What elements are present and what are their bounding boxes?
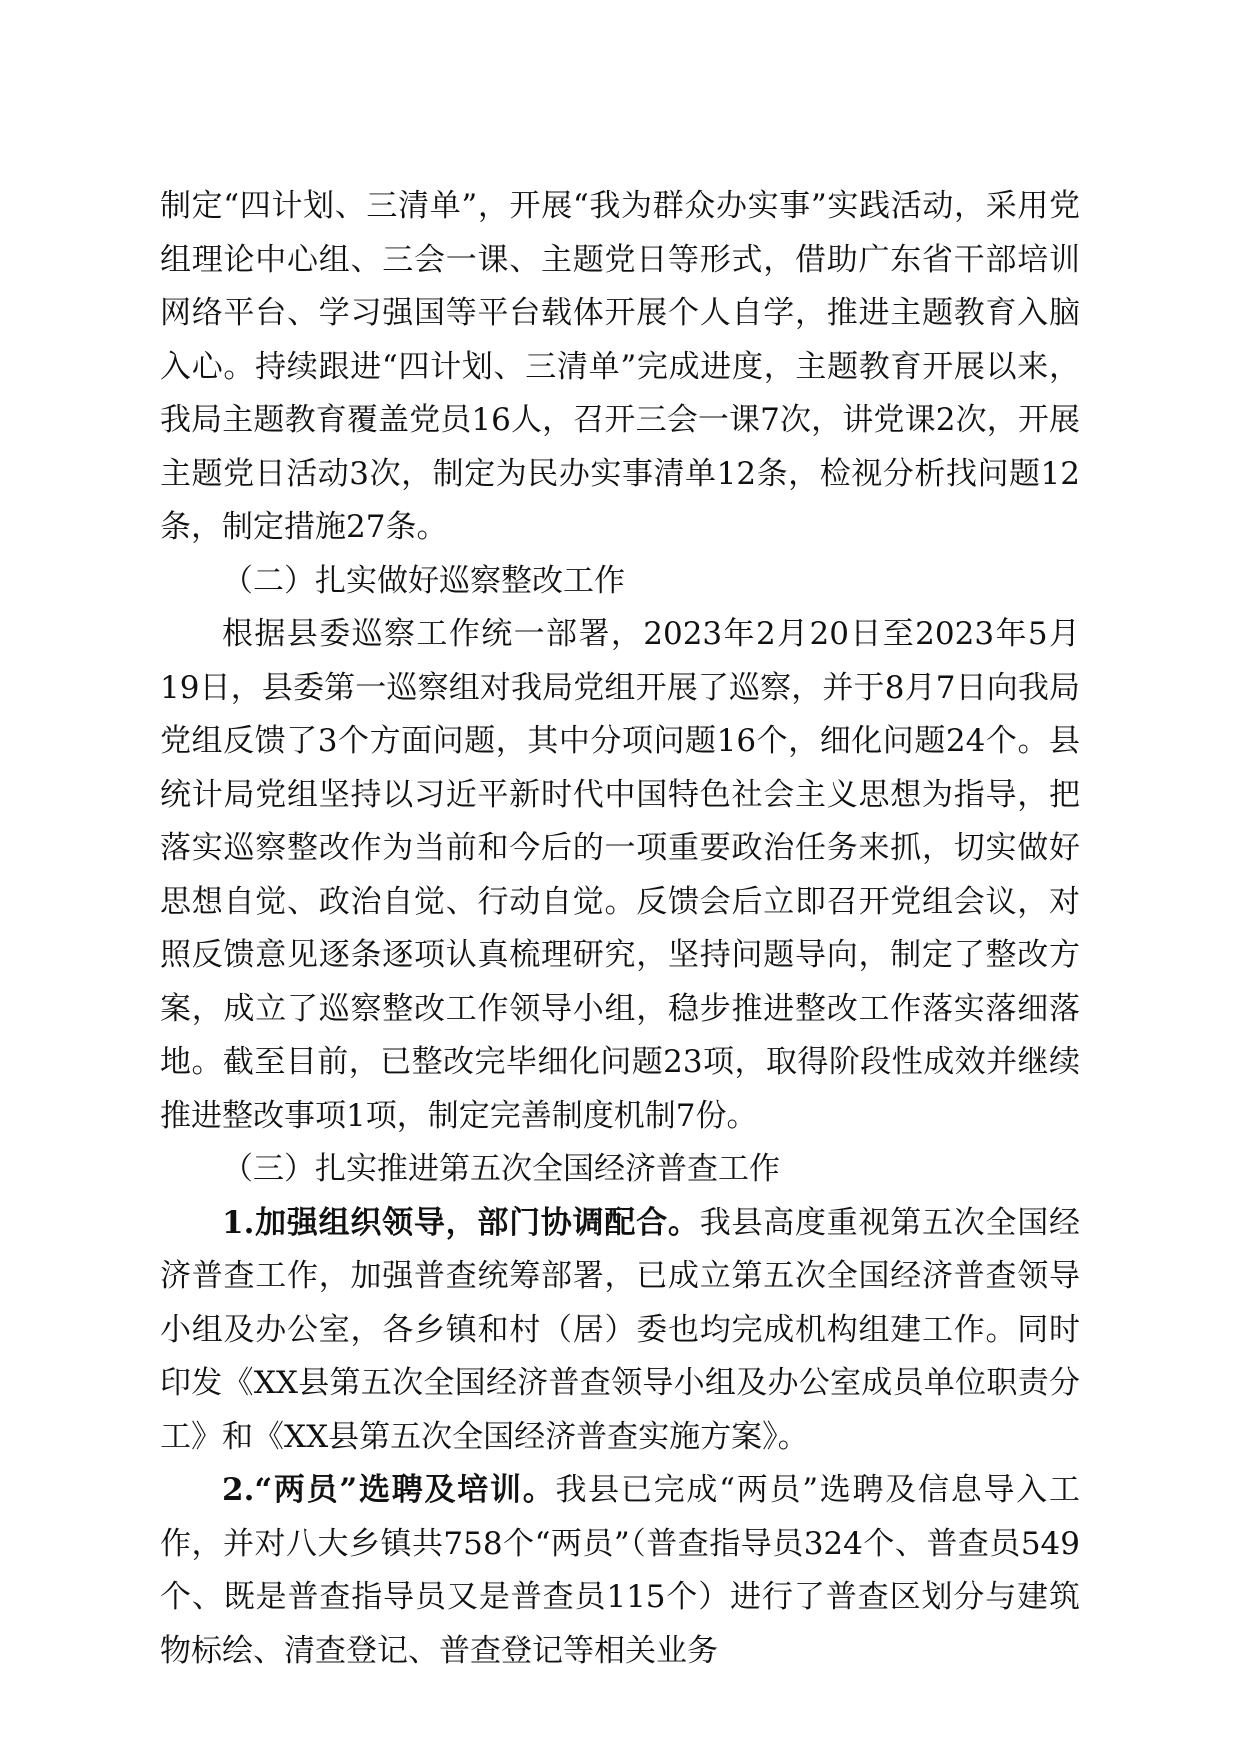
section-heading-inspection-rectification: （二）扎实做好巡察整改工作 xyxy=(222,562,625,599)
paragraph-theme-education: 制定“四计划、三清单”，开展“我为群众办实事”实践活动，采用党组理论中心组、三会一课、主题党日等形式，借助广东省干部培训网络平台、学习强国等平台载体开展个人自学，推进主题教育入脑入心。持续跟进“四计划、三清单”完成进度，主题教育开展以来，我局主题教育覆盖党员16人，召开三会一课7次，讲党课2次，开展主题党日活动3次，制定为民办实事清单12条，检视分析找问题12条，制定措施27条。 xyxy=(160,188,1080,545)
paragraph-item-1 xyxy=(160,1197,1080,1465)
item-2-body: 我县已完成“两员”选聘及信息导入工作，并对八大乡镇共758个“两员”（普查指导员324个、普查员549个、既是普查指导员又是普查员115个）进行了普查区划分与建筑物标绘、清查登记、普查登记等相关业务 xyxy=(160,1472,1080,1669)
paragraph-item-2 xyxy=(160,1464,1080,1678)
paragraph-inspection-rectification: 根据县委巡察工作统一部署，2023年2月20日至2023年5月19日，县委第一巡察组对我局党组开展了巡察，并于8月7日向我局党组反馈了3个方面问题，其中分项问题16个，细化问题24个。县统计局党组坚持以习近平新时代中国特色社会主义思想为指导，把落实巡察整改作为当前和今后的一项重要政治任务来抓，切实做好思想自觉、政治自觉、行动自觉。反馈会后立即召开党组会议，对照反馈意见逐条逐项认真梳理研究，坚持问题导向，制定了整改方案，成立了巡察整改工作领导小组，稳步推进整改工作落实落细落地。截至目前，已整改完毕细化问题23项，取得阶段性成效并继续推进整改事项1项，制定完善制度机制7份。 xyxy=(160,616,1080,1134)
section-heading-economic-census: （三）扎实推进第五次全国经济普查工作 xyxy=(222,1151,780,1187)
item-2-title: 2.“两员”选聘及培训。 xyxy=(222,1472,556,1508)
item-1-title: 1.加强组织领导，部门协调配合。 xyxy=(222,1204,700,1241)
document-body xyxy=(160,180,1080,1678)
item-1-body: 我县高度重视第五次全国经济普查工作，加强普查统筹部署，已成立第五次全国经济普查领导小组及办公室，各乡镇和村（居）委也均完成机构组建工作。同时印发《XX县第五次全国经济普查领导小组及办公室成员单位职责分工》和《XX县第五次全国经济普查实施方案》。 xyxy=(160,1204,1080,1455)
